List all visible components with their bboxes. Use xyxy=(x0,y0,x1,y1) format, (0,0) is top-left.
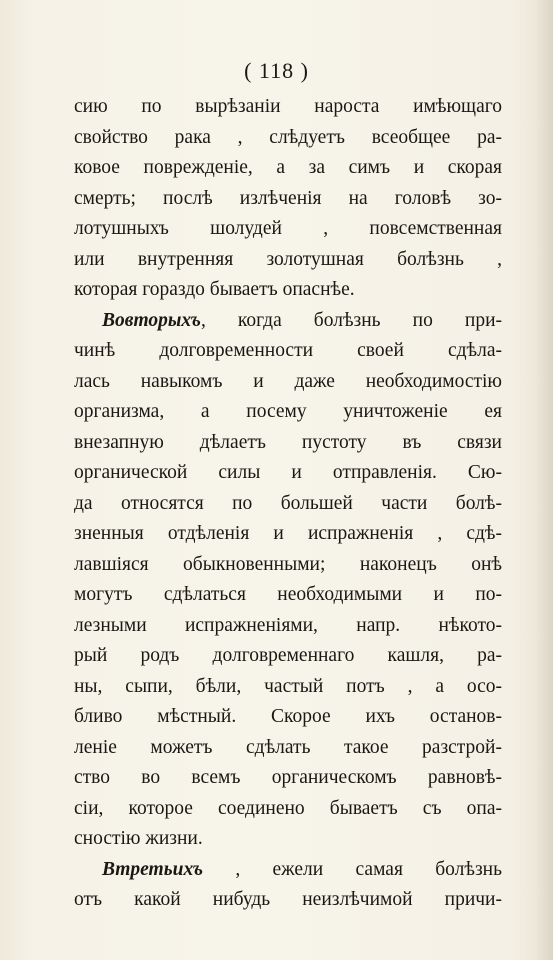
text-line xyxy=(74,702,502,733)
line-text: смерть; послѣ излѣченія на головѣ зо- xyxy=(74,187,502,209)
enumeration-word: Втретьихъ xyxy=(102,858,204,880)
line-text: внезапную дѣлаетъ пустоту въ связи xyxy=(74,431,502,453)
text-line xyxy=(74,489,502,520)
line-text: сию по вырѣзаніи нароста имѣющаго xyxy=(74,96,502,117)
text-line xyxy=(74,611,502,642)
line-text: , когда болѣзнь по при- xyxy=(200,309,502,331)
text-line xyxy=(74,184,502,215)
text-line xyxy=(74,733,502,764)
text-line xyxy=(74,794,502,825)
line-text: да относятся по большей части болѣ- xyxy=(74,492,502,514)
line-text: свойство рака , слѣдуетъ всеобщее ра- xyxy=(74,126,502,148)
text-line xyxy=(74,245,502,276)
text-line xyxy=(74,428,502,459)
text-line xyxy=(74,763,502,794)
text-line xyxy=(74,336,502,367)
line-text: лась навыкомъ и даже необходимостію xyxy=(74,370,502,392)
body-text xyxy=(74,92,502,916)
text-line xyxy=(74,519,502,550)
line-text: ны, сыпи, бѣли, частый потъ , а осо- xyxy=(74,675,502,697)
line-text: могутъ сдѣлаться необходимыми и по- xyxy=(74,584,502,605)
enumeration-word: Вовторыхъ xyxy=(102,309,201,331)
text-line xyxy=(74,92,502,123)
line-text: лотушныхъ шолудей , повсемственная xyxy=(74,218,502,239)
text-line xyxy=(74,885,502,916)
line-text: органической силы и отправленія. Сю- xyxy=(74,462,502,483)
line-text: сіи, которое соединено бываетъ съ опа- xyxy=(74,797,502,819)
text-line xyxy=(74,458,502,489)
line-text: , ежели самая болѣзнь xyxy=(203,858,502,880)
text-line xyxy=(74,397,502,428)
line-text: лезными испражненіями, напр. нѣкото- xyxy=(74,614,502,636)
text-line xyxy=(74,641,502,672)
text-line xyxy=(74,367,502,398)
text-line xyxy=(74,580,502,611)
line-text: леніе можетъ сдѣлать такое разстрой- xyxy=(74,736,502,758)
text-line xyxy=(74,550,502,581)
line-text: лавшіяся обыкновенными; наконецъ онѣ xyxy=(74,553,502,575)
line-text: организма, а посему уничтоженіе ея xyxy=(74,401,502,422)
line-text: ковое поврежденіе, а за симъ и скорая xyxy=(74,157,502,178)
text-line xyxy=(74,824,502,855)
text-line xyxy=(74,275,502,306)
line-text: зненныя отдѣленія и испражненія , сдѣ- xyxy=(74,523,502,544)
line-text: или внутренняя золотушная болѣзнь , xyxy=(74,248,502,270)
text-line xyxy=(74,855,502,886)
text-line xyxy=(74,306,502,337)
line-text: ство во всемъ органическомъ равновѣ- xyxy=(74,767,502,788)
page-edge-shadow xyxy=(535,0,553,960)
line-text: сностію жизни. xyxy=(74,828,203,849)
text-line xyxy=(74,214,502,245)
text-line xyxy=(74,672,502,703)
text-line xyxy=(74,153,502,184)
line-text: рый родъ долговременнаго кашля, ра- xyxy=(74,645,502,666)
line-text: которая гораздо бываетъ опаснѣе. xyxy=(74,279,355,300)
line-text: бливо мѣстный. Скорое ихъ останов- xyxy=(74,706,502,727)
line-text: чинѣ долговременности своей сдѣла- xyxy=(74,340,502,361)
line-text: отъ какой нибудь неизлѣчимой причи- xyxy=(74,889,502,910)
text-line xyxy=(74,123,502,154)
page-number: ( 118 ) xyxy=(244,58,309,83)
